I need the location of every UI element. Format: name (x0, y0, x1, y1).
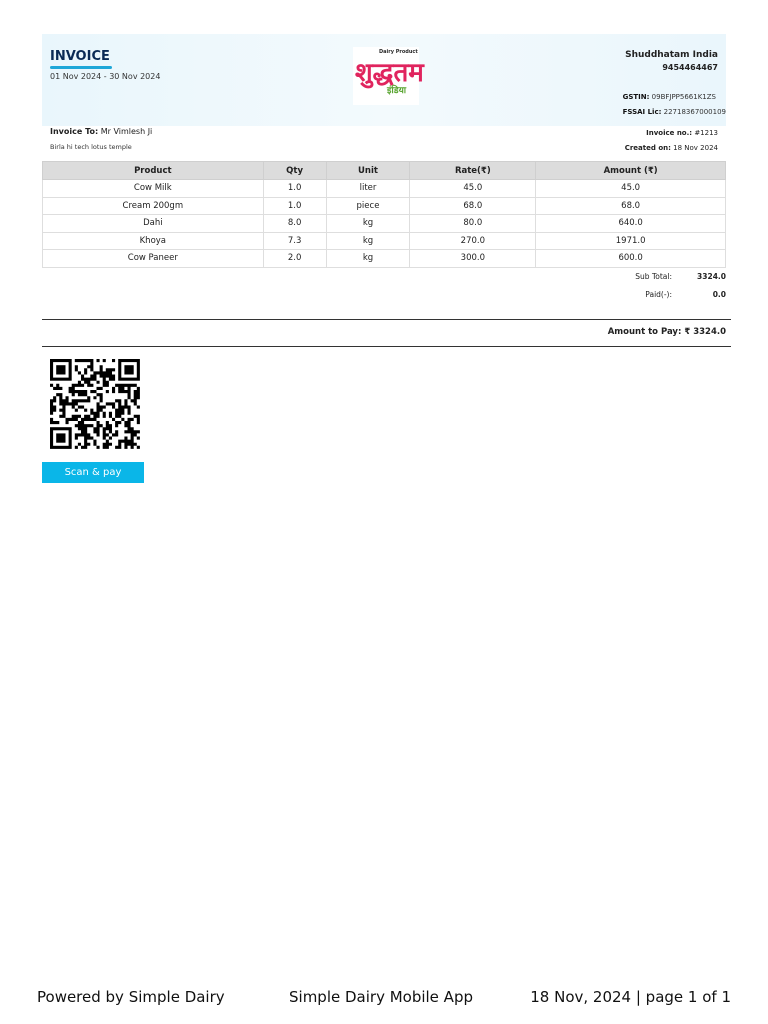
cell-product: Cream 200gm (43, 197, 264, 215)
cell-amount: 600.0 (536, 250, 726, 268)
table-row (43, 232, 726, 250)
cell-qty: 7.3 (263, 232, 326, 250)
gstin (623, 93, 716, 101)
invoice-title: INVOICE (50, 49, 110, 64)
invoice-to-label: Invoice To: (50, 127, 99, 136)
paid-label: Paid(-): (645, 290, 672, 299)
gstin-label: GSTIN: (622, 93, 650, 101)
fssai-label: FSSAI Lic: (622, 108, 662, 116)
invoice-number (646, 129, 718, 137)
company-phone: 9454464467 (662, 63, 718, 72)
cell-unit: kg (326, 215, 410, 233)
cell-qty: 8.0 (263, 215, 326, 233)
paid-value: 0.0 (712, 290, 726, 299)
created-on-value: 18 Nov 2024 (673, 144, 718, 152)
qr-code-icon (50, 359, 142, 449)
items-table (42, 161, 726, 268)
cell-qty: 1.0 (263, 197, 326, 215)
header-qty: Qty (263, 162, 326, 180)
cell-product: Cow Milk (43, 180, 264, 198)
cell-amount: 68.0 (536, 197, 726, 215)
scan-pay-button[interactable]: Scan & pay (42, 462, 144, 483)
company-logo (353, 47, 424, 105)
header-rate: Rate(₹) (410, 162, 536, 180)
cell-product: Dahi (43, 215, 264, 233)
gstin-value: 09BFJPP5661K1ZS (651, 93, 716, 101)
invoice-number-label: Invoice no.: (646, 129, 693, 137)
table-row (43, 250, 726, 268)
title-underline (50, 66, 112, 69)
cell-unit: liter (326, 180, 410, 198)
footer-date-page: 18 Nov, 2024 | page 1 of 1 (530, 988, 731, 1006)
cell-rate: 300.0 (410, 250, 536, 268)
company-name: Shuddhatam India (625, 50, 718, 60)
cell-product: Cow Paneer (43, 250, 264, 268)
created-on-label: Created on: (624, 144, 671, 152)
logo-main-text: शुद्धतम (355, 58, 424, 88)
customer-address: Birla hi tech lotus temple (50, 143, 132, 151)
created-on (625, 144, 718, 152)
cell-unit: kg (326, 250, 410, 268)
invoice-period: 01 Nov 2024 - 30 Nov 2024 (50, 72, 161, 81)
totals-divider (42, 319, 731, 320)
subtotal-value: 3324.0 (697, 272, 726, 281)
cell-amount: 45.0 (536, 180, 726, 198)
subtotal-label: Sub Total: (635, 272, 672, 281)
table-row (43, 180, 726, 198)
cell-qty: 2.0 (263, 250, 326, 268)
table-row (43, 197, 726, 215)
cell-amount: 1971.0 (536, 232, 726, 250)
header-unit: Unit (326, 162, 410, 180)
cell-rate: 270.0 (410, 232, 536, 250)
cell-amount: 640.0 (536, 215, 726, 233)
header-product: Product (43, 162, 264, 180)
cell-qty: 1.0 (263, 180, 326, 198)
cell-rate: 68.0 (410, 197, 536, 215)
fssai (623, 108, 726, 116)
cell-product: Khoya (43, 232, 264, 250)
cell-unit: piece (326, 197, 410, 215)
cell-rate: 80.0 (410, 215, 536, 233)
fssai-value: 22718367000109 (663, 108, 726, 116)
table-row (43, 215, 726, 233)
table-header-row (43, 162, 726, 180)
logo-sub-text: इंडिया (387, 86, 407, 96)
invoice-number-value: #1213 (694, 129, 718, 137)
amount-to-pay: Amount to Pay: ₹ 3324.0 (607, 327, 726, 337)
logo-tagline: Dairy Product (379, 49, 418, 55)
footer-powered-by: Powered by Simple Dairy (37, 988, 225, 1006)
customer-name: Mr Vimlesh Ji (100, 127, 153, 136)
footer-app-name: Simple Dairy Mobile App (289, 988, 473, 1006)
cell-rate: 45.0 (410, 180, 536, 198)
cell-unit: kg (326, 232, 410, 250)
header-amount: Amount (₹) (536, 162, 726, 180)
invoice-to (50, 127, 152, 136)
amount-divider (42, 346, 731, 347)
